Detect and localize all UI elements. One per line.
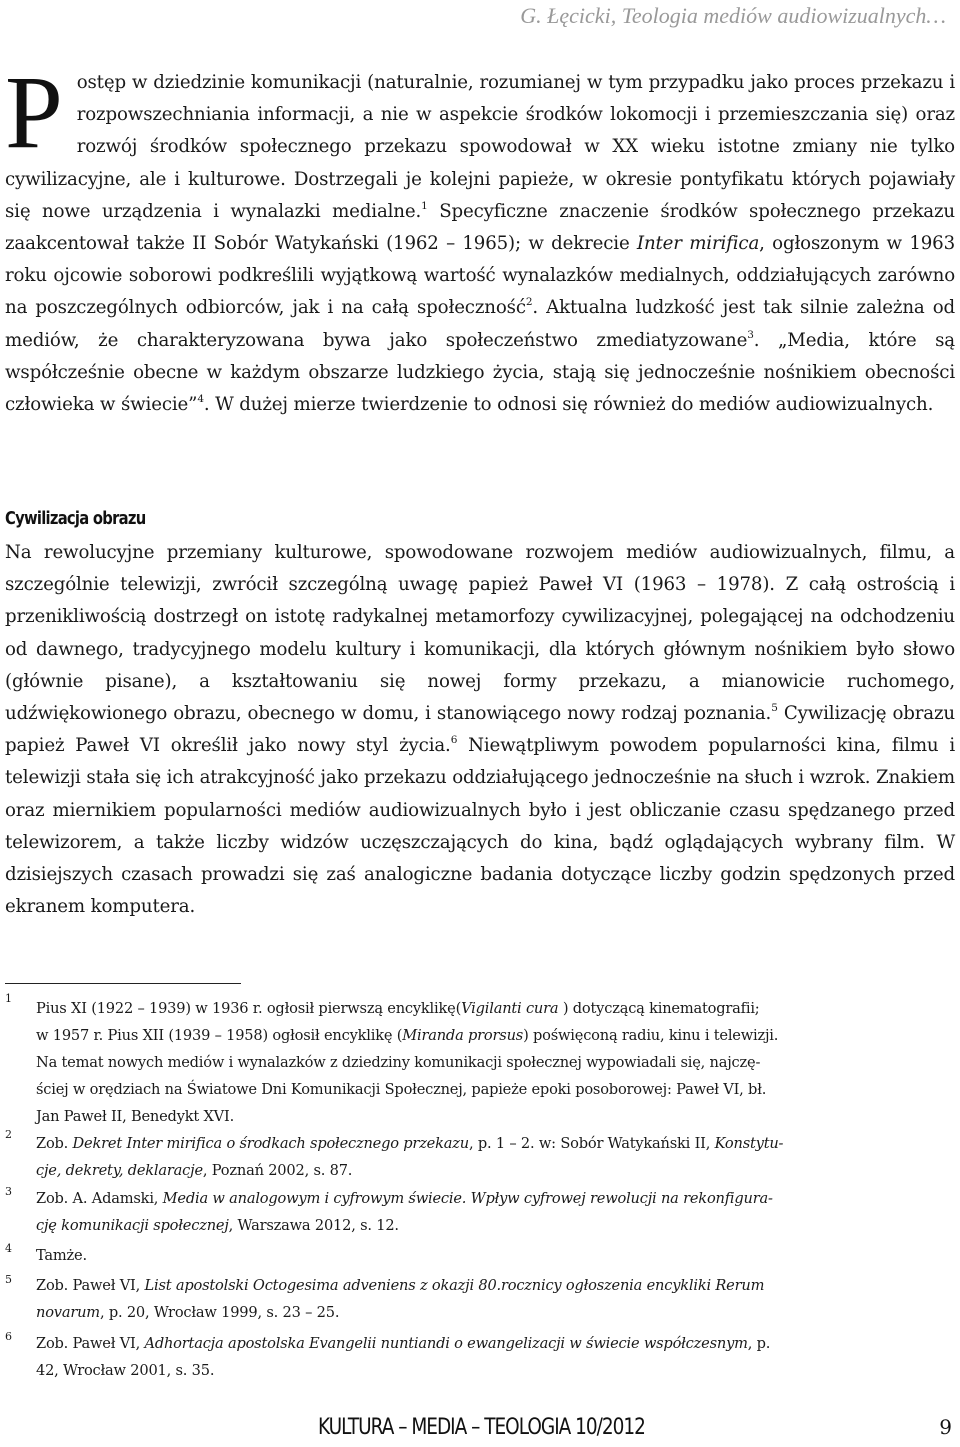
footnote-italic: Adhortacja apostolska Evangelii nuntiandi o ewangelizacji w świecie współczesnym: [144, 1335, 748, 1352]
paragraph-text: Specyficzne znaczenie środków społecznego przekazu zaakcentował także II Sobór Watykański (1962 – 1965); w dekrecie: [5, 200, 955, 255]
footnote-number: 6: [5, 1330, 12, 1343]
footnote-line: Zob. Paweł VI,: [36, 1335, 145, 1352]
paragraph-text: Niewątpliwym powodem popularności kina, filmu i telewizji stała się ich atrakcyjność jako przekazu oddziałującego jednocześnie na słuch i wzrok. Znakiem oraz miernikiem popularności mediów audiowizualnych było i jest obliczanie czasu spędzanego przed telewizorem, a także liczby widzów uczęszczających do kina, bądź oglądających wybrany film. W dzisiejszych czasach prowadzi się zaś analogiczne badania dotyczące liczby godzin spędzonych przed ekranem komputera.: [5, 735, 955, 918]
footnote-line: , Poznań 2002, s. 87.: [202, 1162, 353, 1179]
journal-footer: KULTURA – MEDIA – TEOLOGIA 10/2012: [318, 1415, 645, 1440]
paragraph-text: ostęp w dziedzinie komunikacji (naturalnie, rozumianej w tym przypadku jako proces przekazu i rozpowszechniania informacji, a nie w aspekcie środków lokomocji i przemieszczania się) oraz rozwój środków społecznego przekazu spowodował w XX wieku istotne zmiany nie tylko cywilizacyjne, ale i kulturowe. Dostrzegali je kolejni papieże, w okresie pontyfikatu których pojawiały się nowe urządzenia i wynalazki medialne.: [5, 72, 955, 222]
paragraph-text: Na rewolucyjne przemiany kulturowe, spowodowane rozwojem mediów audiowizualnych, filmu, a szczególnie telewizji, zwrócił szczególną uwagę papież Paweł VI (1963 – 1978). Z całą ostrością i przenikliwością dostrzegł on istotę radykalnej metamorfozy cywilizacyjnej, polegającej na odchodzeniu od dawnego, tradycyjnego modelu kultury i komunikacji, dla których głównym nośnikiem było słowo (głównie pisane), a kształtowaniu się nowej formy przekazu, a mianowicie ruchomego, udźwiękowionego obrazu, obecnego w domu, i stanowiącego nowy rodzaj poznania.: [5, 542, 955, 725]
page-number: 9: [939, 1415, 952, 1439]
footnote-italic: cję komunikacji społecznej: [36, 1217, 229, 1234]
footnote-text: [36, 1130, 934, 1184]
footnote-italic: Konstytu-: [714, 1135, 784, 1152]
paragraph-text: . „Media, które są współcześnie obecne w każdym obszarze ludzkiego życia, stają się jednocześnie nośnikiem obecności człowieka w świecie”: [5, 329, 955, 416]
drop-cap: P: [5, 55, 63, 170]
footnote-line: Tamże.: [36, 1247, 87, 1264]
footnote-ref-2[interactable]: 2: [525, 296, 533, 309]
footnote-text: [36, 1185, 934, 1239]
footnote-ref-5[interactable]: 5: [771, 702, 778, 715]
footnote-line: , p. 1 – 2. w: Sobór Watykański II,: [468, 1135, 715, 1152]
footnote-italic: List apostolski Octogesima adveniens z okazji 80.rocznicy ogłoszenia encykliki Rerum: [144, 1277, 765, 1294]
footnote-number: 3: [5, 1185, 12, 1198]
footnote-italic: Media w analogowym i cyfrowym świecie. Wpływ cyfrowej rewolucji na rekonfigura-: [162, 1190, 773, 1207]
footnote-number: 4: [5, 1242, 12, 1255]
paragraph-text: , ogłoszonym w 1963 roku ojcowie soborowi podkreślili wyjątkową wartość wynalazków medialnych, oddziałujących zarówno na poszczególnych odbiorców, jak i na całą społeczność: [5, 233, 956, 319]
footnote-line: Zob. A. Adamski,: [36, 1190, 163, 1207]
footnote-number: 1: [5, 992, 12, 1005]
footnote-italic: Vigilanti cura: [461, 1000, 559, 1017]
footnote-text: [36, 995, 934, 1130]
footnote-line: ) dotyczącą kinematografii;: [558, 1000, 760, 1017]
footnote-text: [36, 1272, 934, 1326]
footnote-separator: [5, 983, 241, 984]
footnote-line: , Warszawa 2012, s. 12.: [228, 1217, 399, 1234]
footnote-line: Pius XI (1922 – 1939) w 1936 r. ogłosił pierwszą encyklikę(: [36, 1000, 462, 1017]
section-heading: Cywilizacja obrazu: [5, 508, 146, 529]
footnote-ref-4[interactable]: 4: [197, 393, 204, 406]
paragraph-text: . Aktualna ludzkość jest tak silnie zależna od mediów, że charakteryzowana bywa jako społeczeństwo zmediatyzowane: [5, 297, 955, 351]
footnote-italic: cje, dekrety, deklaracje: [36, 1162, 203, 1179]
footnote-number: 2: [5, 1128, 12, 1141]
footnote-line: Zob.: [36, 1135, 73, 1152]
paragraph-text: Cywilizację obrazu papież Paweł VI określił jako nowy styl życia.: [5, 703, 955, 757]
footnote-text: [36, 1330, 934, 1384]
footnote-line: w 1957 r. Pius XII (1939 – 1958) ogłosił encyklikę (: [36, 1027, 403, 1044]
footnote-italic: Miranda prorsus: [402, 1027, 524, 1044]
footnote-ref-6[interactable]: 6: [450, 734, 458, 747]
footnote-number: 5: [5, 1273, 12, 1286]
footnote-line: Na temat nowych mediów i wynalazków z dziedziny komunikacji społecznej wypowiadali się, najczę-: [36, 1054, 761, 1071]
footnote-line: 42, Wrocław 2001, s. 35.: [36, 1362, 215, 1379]
footnote-line: Jan Paweł II, Benedykt XVI.: [36, 1108, 235, 1125]
footnote-line: , p. 20, Wrocław 1999, s. 23 – 25.: [99, 1304, 340, 1321]
footnote-line: Zob. Paweł VI,: [36, 1277, 145, 1294]
footnote-line: ) poświęconą radiu, kinu i telewizji.: [523, 1027, 779, 1044]
footnote-ref-1[interactable]: 1: [421, 199, 428, 212]
footnote-line: , p.: [747, 1335, 771, 1352]
footnote-line: ściej w orędziach na Światowe Dni Komunikacji Społecznej, papieże epoki posoborowej: Paweł VI, bł.: [36, 1081, 767, 1098]
paragraph-intro: [5, 55, 956, 421]
footnote-text: [36, 1242, 934, 1269]
paragraph-text: . W dużej mierze twierdzenie to odnosi się również do mediów audiowizualnych.: [203, 394, 934, 416]
document-title-italic: Inter mirifica: [636, 233, 760, 255]
footnote-italic: novarum: [36, 1304, 100, 1321]
footnote-italic: Dekret Inter mirifica o środkach społecznego przekazu: [72, 1135, 469, 1152]
footnote-ref-3[interactable]: 3: [747, 328, 754, 341]
running-head: G. Łęcicki, Teologia mediów audiowizualnych…: [520, 3, 946, 28]
paragraph-cywilizacja: [5, 537, 955, 923]
